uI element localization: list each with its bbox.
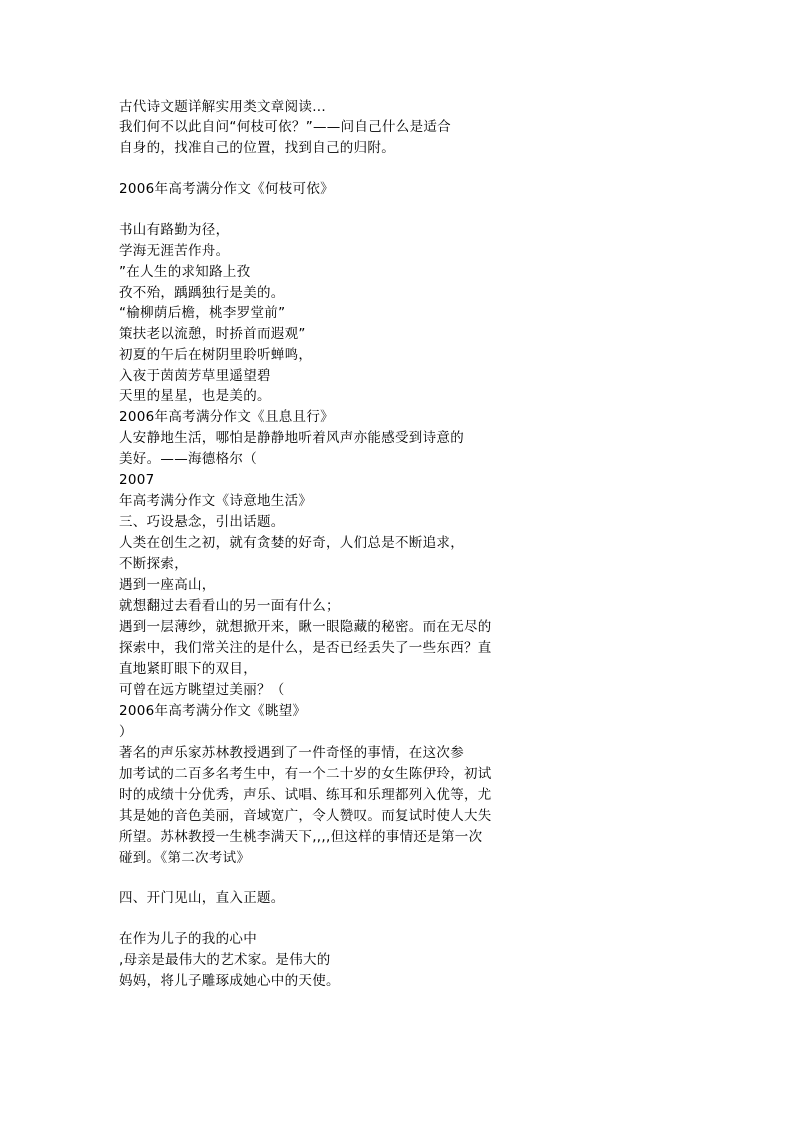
text-line: 加考试的二百多名考生中，有一个二十岁的女生陈伊玲，初试 (119, 766, 492, 782)
text-line: ,母亲是最伟大的艺术家。是伟大的 (119, 952, 331, 968)
text-line: 所望。苏林教授一生桃李满天下,,,,但这样的事情还是第一次 (119, 829, 483, 845)
text-line: 年高考满分作文《诗意地生活》 (119, 493, 313, 509)
text-line: 直地紧盯眼下的双目， (119, 661, 257, 677)
text-line: 三、巧设悬念，引出话题。 (119, 514, 285, 530)
text-line: 妈妈，将儿子雕琢成她心中的天使。 (119, 973, 340, 989)
text-line: 2006年高考满分作文《何枝可依》 (119, 181, 334, 197)
text-line: 不断探索， (119, 556, 188, 572)
text-line: “榆柳荫后檐，桃李罗堂前” (119, 305, 286, 321)
text-line: 人类在创生之初，就有贪婪的好奇，人们总是不断追求， (119, 535, 464, 551)
text-line: 初夏的午后在树阴里聆听蝉鸣， (119, 347, 313, 363)
text-line: ） (119, 724, 133, 740)
text-line: 我们何不以此自问“何枝可依？”——问自己什么是适合 (119, 119, 451, 135)
text-line: 入夜于茵茵芳草里遥望碧 (119, 368, 271, 384)
text-line: 就想翻过去看看山的另一面有什么； (119, 598, 340, 614)
text-line: 孜不殆，踽踽独行是美的。 (119, 285, 285, 301)
text-line: 碰到。《第二次考试》 (119, 850, 251, 866)
text-line: 人安静地生活，哪怕是静静地听着风声亦能感受到诗意的 (119, 430, 464, 446)
text-line: 2006年高考满分作文《眺望》 (119, 703, 307, 719)
text-line: 时的成绩十分优秀，声乐、试唱、练耳和乐理都列入优等，尤 (119, 787, 492, 803)
text-line: 书山有路勤为径， (119, 222, 230, 238)
text-line: ”在人生的求知路上孜 (119, 264, 251, 280)
text-line: 2007 (119, 472, 155, 488)
text-line: 策扶老以流憩，时挢首而遐观” (119, 326, 306, 342)
section-heading: 四、开门见山，直入正题。 (119, 890, 285, 906)
text-line: 美好。——海德格尔（ (119, 451, 257, 467)
text-line: 自身的，找准自己的位置，找到自己的归附。 (119, 140, 395, 156)
text-line: 遇到一座高山， (119, 577, 216, 593)
text-line: 著名的声乐家苏林教授遇到了一件奇怪的事情，在这次参 (119, 745, 464, 761)
text-line: 可曾在远方眺望过美丽？（ (119, 682, 285, 698)
text-line: 探索中，我们常关注的是什么，是否已经丢失了一些东西？直 (119, 640, 492, 656)
text-line: 遇到一层薄纱，就想掀开来，瞅一眼隐藏的秘密。而在无尽的 (119, 619, 492, 635)
text-line: 在作为儿子的我的心中 (119, 931, 257, 947)
text-line: 2006年高考满分作文《且息且行》 (119, 409, 334, 425)
text-line: 其是她的音色美丽，音域宽广，令人赞叹。而复试时使人大失 (119, 808, 492, 824)
text-line: 古代诗文题详解实用类文章阅读... (119, 99, 326, 115)
text-line: 学海无涯苦作舟。 (119, 243, 230, 259)
text-line: 天里的星星，也是美的。 (119, 388, 271, 404)
